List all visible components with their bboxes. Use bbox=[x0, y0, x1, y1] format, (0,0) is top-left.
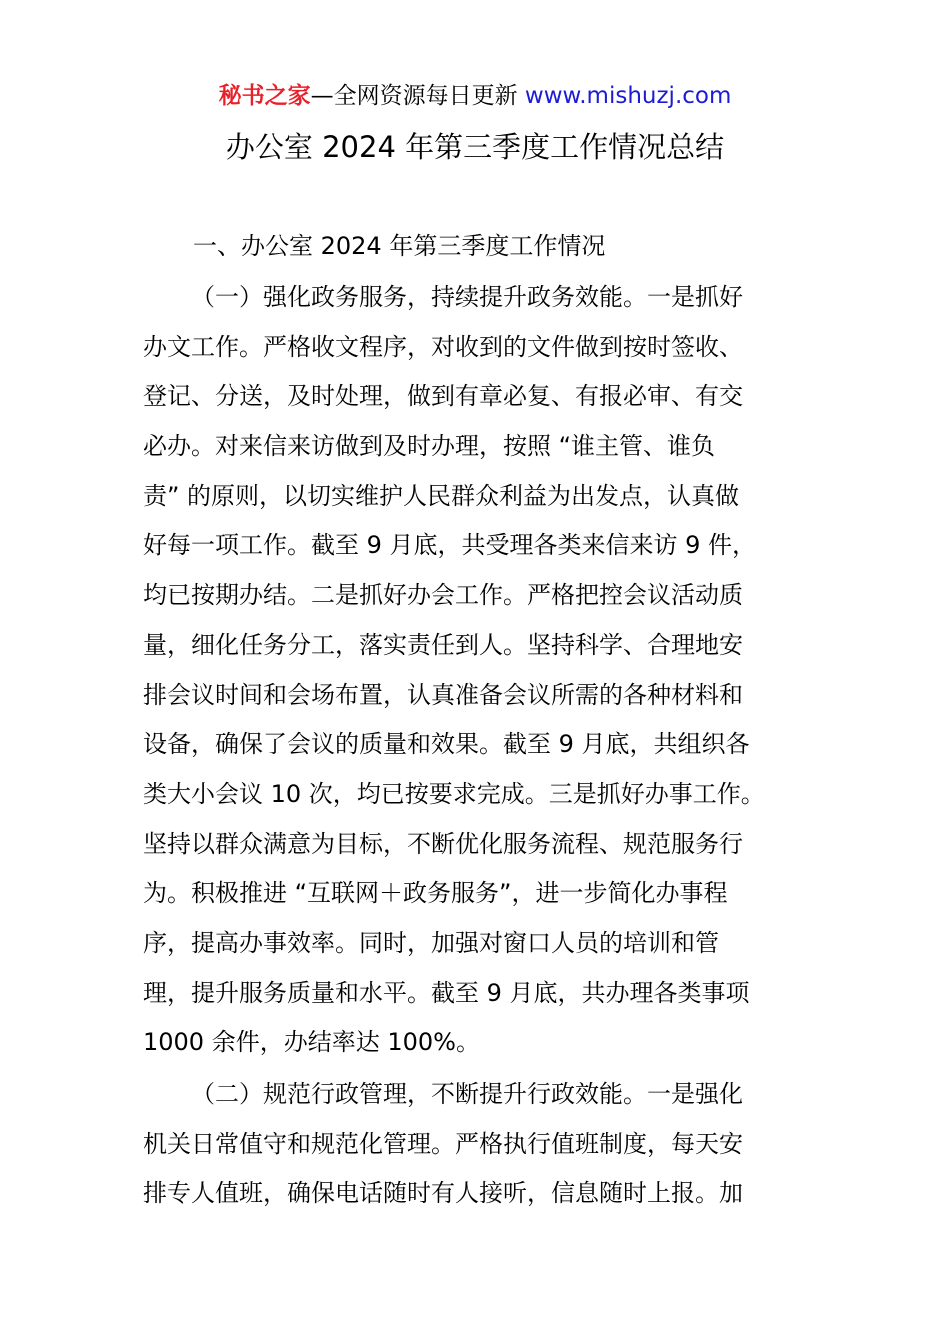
site-slogan: —全网资源每日更新 bbox=[310, 83, 518, 109]
paragraph-line: 责” 的原则，以切实维护人民群众利益为出发点，认真做 bbox=[143, 481, 740, 510]
site-header bbox=[0, 80, 950, 112]
paragraph-line: 理，提升服务质量和水平。截至 9 月底，共办理各类事项 bbox=[143, 978, 750, 1007]
paragraph-line: 好每一项工作。截至 9 月底，共受理各类来信来访 9 件， bbox=[143, 531, 757, 560]
paragraph-line: 办文工作。严格收文程序，对收到的文件做到按时签收、 bbox=[143, 332, 743, 361]
paragraph-line: 为。积极推进 “互联网＋政务服务”，进一步简化办事程 bbox=[143, 879, 728, 908]
document-title: 办公室 2024 年第三季度工作情况总结 bbox=[225, 130, 725, 164]
paragraph-line: 机关日常值守和规范化管理。严格执行值班制度，每天安 bbox=[143, 1129, 743, 1158]
paragraph-line: 1000 余件，办结率达 100%。 bbox=[143, 1028, 480, 1057]
paragraph-line: 排专人值班，确保电话随时有人接听，信息随时上报。加 bbox=[143, 1179, 743, 1208]
paragraph-line: （一）强化政务服务，持续提升政务效能。一是抓好 bbox=[191, 283, 743, 311]
paragraph-line: 类大小会议 10 次，均已按要求完成。三是抓好办事工作。 bbox=[143, 779, 765, 808]
paragraph-line: 必办。对来信来访做到及时办理，按照 “谁主管、谁负 bbox=[143, 432, 716, 461]
paragraph-line: 排会议时间和会场布置，认真准备会议所需的各种材料和 bbox=[143, 680, 743, 709]
paragraph-line: 量，细化任务分工，落实责任到人。坚持科学、合理地安 bbox=[143, 630, 743, 659]
paragraph-line: 登记、分送，及时处理，做到有章必复、有报必审、有交 bbox=[143, 382, 743, 411]
paragraph-line: 均已按期办结。二是抓好办会工作。严格把控会议活动质 bbox=[143, 581, 743, 610]
paragraph-line: 设备，确保了会议的质量和效果。截至 9 月底，共组织各 bbox=[143, 730, 750, 759]
paragraph-line: （二）规范行政管理，不断提升行政效能。一是强化 bbox=[191, 1080, 743, 1108]
section-heading: 一、办公室 2024 年第三季度工作情况 bbox=[193, 232, 606, 260]
paragraph-2 bbox=[143, 1070, 813, 1219]
site-url-link[interactable]: www.mishuzj.com bbox=[524, 83, 732, 109]
site-brand: 秘书之家 bbox=[218, 83, 311, 109]
paragraph-1 bbox=[143, 273, 813, 1068]
paragraph-line: 坚持以群众满意为目标，不断优化服务流程、规范服务行 bbox=[143, 829, 743, 858]
paragraph-line: 序，提高办事效率。同时，加强对窗口人员的培训和管 bbox=[143, 928, 719, 957]
